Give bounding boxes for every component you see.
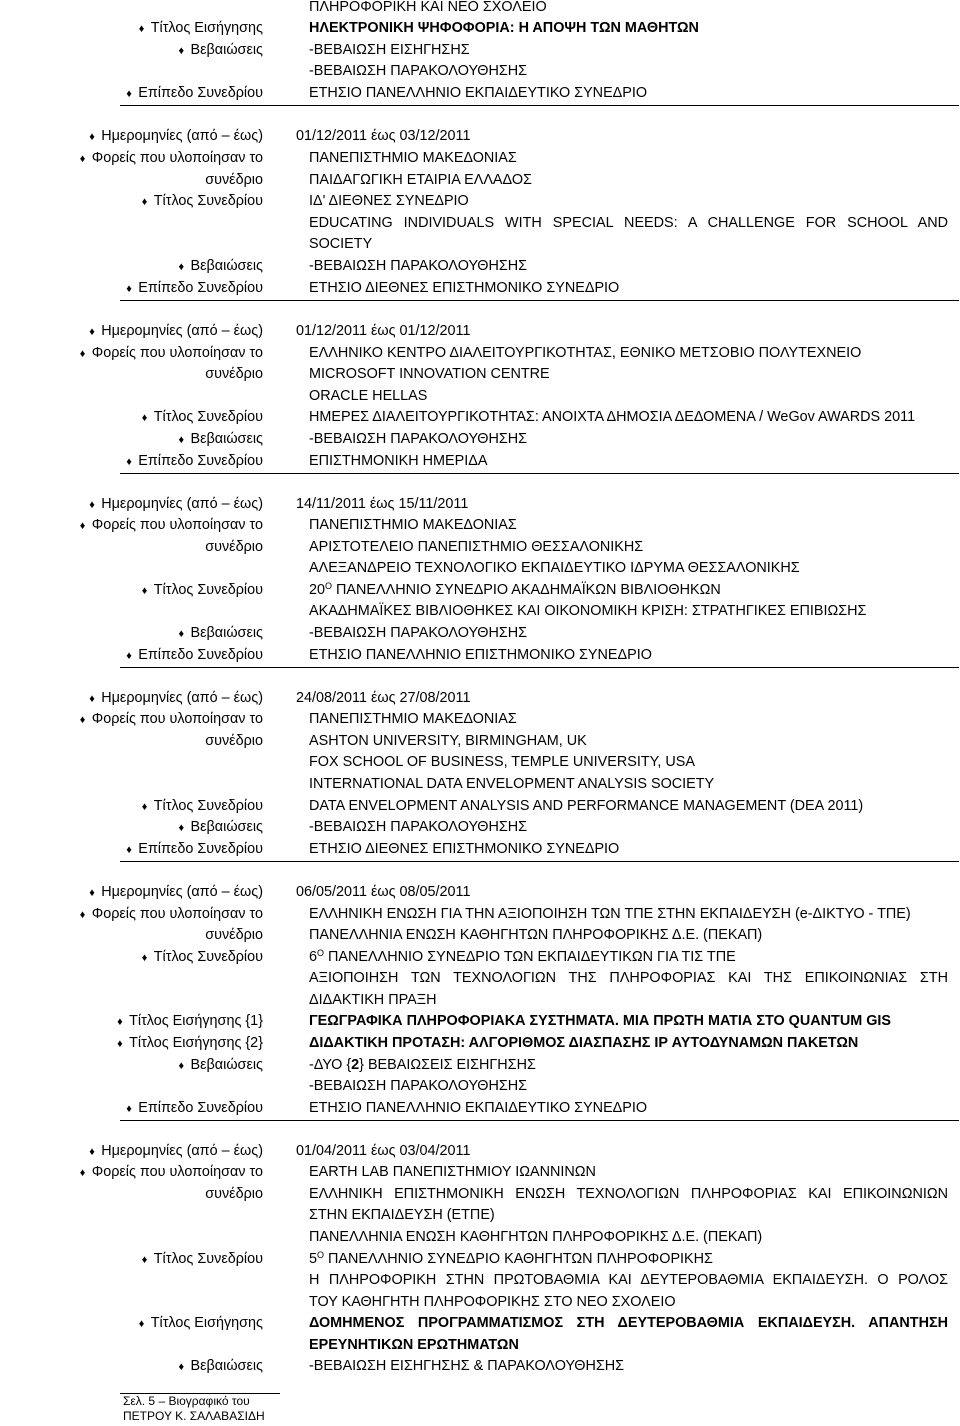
- bullet-icon: ♦: [126, 844, 132, 856]
- bullet-icon: ♦: [126, 456, 132, 468]
- organizers-row-2: συνέδριο ΕΛΛΗΝΙΚΗ ΕΠΙΣΤΗΜΟΝΙΚΗ ΕΝΩΣΗ ΤΕΧΝΟΛΟΓΙΩΝ ΠΛΗΡΟΦΟΡΙΑΣ ΚΑΙ ΕΠΙΚΟΙΝΩΝΙΩΝ: [205, 1186, 948, 1202]
- talk-title-row-1: ♦ Τίτλος Εισήγησης {1} ΓΕΩΓΡΑΦΙΚΑ ΠΛΗΡΟΦΟΡΙΑΚΑ ΣΥΣΤΗΜΑΤΑ. ΜΙΑ ΠΡΩΤΗ ΜΑΤΙΑ ΣΤΟ QUANTUM GIS: [0, 1011, 960, 1033]
- footer-author: ΠΕΤΡΟΥ Κ. ΣΑΛΑΒΑΣΙΔΗ: [123, 1409, 265, 1423]
- bullet-icon: ♦: [79, 714, 86, 726]
- footer-page-number: Σελ. 5 – Βιογραφικό του: [123, 1394, 250, 1408]
- conference-title-row-3: SOCIETY: [309, 236, 373, 252]
- organizers-row-2: συνέδριο ΠΑΙΔΑΓΩΓΙΚΗ ΕΤΑΙΡΙΑ ΕΛΛΑΔΟΣ: [205, 172, 532, 188]
- certs-row: ♦ Βεβαιώσεις -ΒΕΒΑΙΩΣΗ ΠΑΡΑΚΟΛΟΥΘΗΣΗΣ: [0, 817, 960, 839]
- top-level-row: ♦ Επίπεδο Συνεδρίου ΕΤΗΣΙΟ ΠΑΝΕΛΛΗΝΙΟ ΕΚΠΑΙΔΕΥΤΙΚΟ ΣΥΝΕΔΡΙΟ: [0, 83, 960, 105]
- conference-title-row-3: ΔΙΔΑΚΤΙΚΗ ΠΡΑΞΗ: [309, 992, 437, 1008]
- talk-title-row: ♦ Τίτλος Εισήγησης ΔΟΜΗΜΕΝΟΣ ΠΡΟΓΡΑΜΜΑΤΙΣΜΟΣ ΣΤΗ ΔΕΥΤΕΡΟΒΑΘΜΙΑ ΕΚΠΑΙΔΕΥΣΗ. ΑΠΑΝΤΗΣΗ: [0, 1313, 960, 1335]
- conference-title-row-2: Η ΠΛΗΡΟΦΟΡΙΚΗ ΣΤΗΝ ΠΡΩΤΟΒΑΘΜΙΑ ΚΑΙ ΔΕΥΤΕΡΟΒΑΘΜΙΑ ΕΚΠΑΙΔΕΥΣΗ. Ο ΡΟΛΟΣ: [309, 1272, 948, 1288]
- bullet-icon: ♦: [178, 45, 185, 57]
- top-title-row: ♦ Τίτλος Εισήγησης ΗΛΕΚΤΡΟΝΙΚΗ ΨΗΦΟΦΟΡΙΑ: Η ΑΠΟΨΗ ΤΩΝ ΜΑΘΗΤΩΝ: [0, 18, 960, 40]
- organizers-row: ♦ Φορείς που υλοποίησαν το ΕΛΛΗΝΙΚΗ ΕΝΩΣΗ ΓΙΑ ΤΗΝ ΑΞΙΟΠΟΙΗΣΗ ΤΩΝ ΤΠΕ ΣΤΗΝ ΕΚΠΑΙΔΕΥΣΗ (e-ΔΙΚΤΥΟ - ΤΠΕ): [0, 904, 960, 926]
- bullet-icon: ♦: [79, 909, 86, 921]
- organizers-row-3: FOX SCHOOL OF BUSINESS, TEMPLE UNIVERSITY, USA: [309, 754, 695, 770]
- bullet-icon: ♦: [178, 822, 185, 834]
- level-row: ♦ Επίπεδο Συνεδρίου ΕΠΙΣΤΗΜΟΝΙΚΗ ΗΜΕΡΙΔΑ: [0, 451, 960, 473]
- bullet-icon: ♦: [126, 650, 132, 662]
- conference-title-row: ♦ Τίτλος Συνεδρίου $5^O$ ΠΑΝΕΛΛΗΝΙΟ ΣΥΝΕΔΡΙΟ ΚΑΘΗΓΗΤΩΝ ΠΛΗΡΟΦΟΡΙΚΗΣ: [0, 1249, 960, 1271]
- organizers-row-2: συνέδριο MICROSOFT INNOVATION CENTRE: [205, 366, 550, 382]
- bullet-icon: ♦: [141, 801, 148, 813]
- dates-row: ♦ Ημερομηνίες (από – έως) 01/04/2011 έως 03/04/2011: [0, 1141, 960, 1163]
- bullet-icon: ♦: [141, 952, 148, 964]
- top-certs-row-2: -ΒΕΒΑΙΩΣΗ ΠΑΡΑΚΟΛΟΥΘΗΣΗΣ: [309, 63, 528, 79]
- certs-row: ♦ Βεβαιώσεις -ΒΕΒΑΙΩΣΗ ΠΑΡΑΚΟΛΟΥΘΗΣΗΣ: [0, 429, 960, 451]
- conference-title-row-2: EDUCATING INDIVIDUALS WITH SPECIAL NEEDS: A CHALLENGE FOR SCHOOL AND: [309, 215, 948, 231]
- certs-row: ♦ Βεβαιώσεις -ΔΥΟ {2} ΒΕΒΑΙΩΣΕΙΣ ΕΙΣΗΓΗΣΗΣ: [0, 1055, 960, 1077]
- organizers-row-4: INTERNATIONAL DATA ENVELOPMENT ANALYSIS SOCIETY: [309, 776, 715, 792]
- bullet-icon: ♦: [79, 520, 86, 532]
- bullet-icon: ♦: [89, 887, 95, 899]
- dates-row: ♦ Ημερομηνίες (από – έως) 06/05/2011 έως 08/05/2011: [0, 882, 960, 904]
- certs-row: ♦ Βεβαιώσεις -ΒΕΒΑΙΩΣΗ ΠΑΡΑΚΟΛΟΥΘΗΣΗΣ: [0, 623, 960, 645]
- certs-row: ♦ Βεβαιώσεις -ΒΕΒΑΙΩΣΗ ΕΙΣΗΓΗΣΗΣ & ΠΑΡΑΚΟΛΟΥΘΗΣΗΣ: [0, 1356, 960, 1378]
- bullet-icon: ♦: [89, 131, 95, 143]
- level-row: ♦ Επίπεδο Συνεδρίου ΕΤΗΣΙΟ ΔΙΕΘΝΕΣ ΕΠΙΣΤΗΜΟΝΙΚΟ ΣΥΝΕΔΡΙΟ: [0, 839, 960, 861]
- bullet-icon: ♦: [141, 412, 148, 424]
- divider: [120, 473, 959, 474]
- bullet-icon: ♦: [178, 261, 185, 273]
- bullet-icon: ♦: [79, 153, 86, 165]
- dates-row: ♦ Ημερομηνίες (από – έως) 14/11/2011 έως 15/11/2011: [0, 494, 960, 516]
- top-line-1: ΠΛΗΡΟΦΟΡΙΚΗ ΚΑΙ ΝΕΟ ΣΧΟΛΕΙΟ: [309, 0, 547, 15]
- conference-title-row-3: ΤΟΥ ΚΑΘΗΓΗΤΗ ΠΛΗΡΟΦΟΡΙΚΗΣ ΣΤΟ ΝΕΟ ΣΧΟΛΕΙΟ: [309, 1294, 676, 1310]
- organizers-row-4: ΠΑΝΕΛΛΗΝΙΑ ΕΝΩΣΗ ΚΑΘΗΓΗΤΩΝ ΠΛΗΡΟΦΟΡΙΚΗΣ Δ.Ε. (ΠΕΚΑΠ): [309, 1229, 763, 1245]
- bullet-icon: ♦: [117, 1016, 123, 1028]
- bullet-icon: ♦: [117, 1038, 123, 1050]
- dates-row: ♦ Ημερομηνίες (από – έως) 01/12/2011 έως 03/12/2011: [0, 126, 960, 148]
- organizers-row-3: ΣΤΗΝ ΕΚΠΑΙΔΕΥΣΗ (ΕΤΠΕ): [309, 1207, 495, 1223]
- bullet-icon: ♦: [79, 1167, 86, 1179]
- conference-title-row: ♦ Τίτλος Συνεδρίου $6^O$ ΠΑΝΕΛΛΗΝΙΟ ΣΥΝΕΔΡΙΟ ΤΩΝ ΕΚΠΑΙΔΕΥΤΙΚΩΝ ΓΙΑ ΤΙΣ ΤΠΕ: [0, 947, 960, 969]
- certs-row: ♦ Βεβαιώσεις -ΒΕΒΑΙΩΣΗ ΠΑΡΑΚΟΛΟΥΘΗΣΗΣ: [0, 256, 960, 278]
- bullet-icon: ♦: [138, 23, 145, 35]
- bullet-icon: ♦: [126, 88, 132, 100]
- divider: [120, 861, 959, 862]
- organizers-row: ♦ Φορείς που υλοποίησαν το EARTH LAB ΠΑΝΕΠΙΣΤΗΜΙΟΥ ΙΩΑΝΝΙΝΩΝ: [0, 1162, 960, 1184]
- talk-title-row-2: ΕΡΕΥΝΗΤΙΚΩΝ ΕΡΩΤΗΜΑΤΩΝ: [309, 1337, 519, 1353]
- bullet-icon: ♦: [141, 1254, 148, 1266]
- conference-title-row: ♦ Τίτλος Συνεδρίου ΗΜΕΡΕΣ ΔΙΑΛΕΙΤΟΥΡΓΙΚΟΤΗΤΑΣ: ΑΝΟΙΧΤΑ ΔΗΜΟΣΙΑ ΔΕΔΟΜΕΝΑ / WeGov AWARDS 2011: [0, 407, 960, 429]
- organizers-row: ♦ Φορείς που υλοποίησαν το ΠΑΝΕΠΙΣΤΗΜΙΟ ΜΑΚΕΔΟΝΙΑΣ: [0, 148, 960, 170]
- dates-row: ♦ Ημερομηνίες (από – έως) 01/12/2011 έως 01/12/2011: [0, 321, 960, 343]
- bullet-icon: ♦: [126, 1103, 132, 1115]
- bullet-icon: ♦: [178, 628, 185, 640]
- organizers-row: ♦ Φορείς που υλοποίησαν το ΕΛΛΗΝΙΚΟ ΚΕΝΤΡΟ ΔΙΑΛΕΙΤΟΥΡΓΙΚΟΤΗΤΑΣ, ΕΘΝΙΚΟ ΜΕΤΣΟΒΙΟ ΠΟΛΥΤΕΧΝΕΙΟ: [0, 343, 960, 365]
- organizers-row-2: συνέδριο ΑΡΙΣΤΟΤΕΛΕΙΟ ΠΑΝΕΠΙΣΤΗΜΙΟ ΘΕΣΣΑΛΟΝΙΚΗΣ: [205, 539, 644, 555]
- page-footer: [123, 1394, 265, 1424]
- divider: [120, 667, 959, 668]
- bullet-icon: ♦: [79, 348, 86, 360]
- bullet-icon: ♦: [178, 1361, 185, 1373]
- dates-row: ♦ Ημερομηνίες (από – έως) 24/08/2011 έως 27/08/2011: [0, 688, 960, 710]
- organizers-row-3: ORACLE HELLAS: [309, 388, 428, 404]
- bullet-icon: ♦: [89, 693, 95, 705]
- divider: [120, 1120, 959, 1121]
- bullet-icon: ♦: [138, 1318, 145, 1330]
- organizers-row: ♦ Φορείς που υλοποίησαν το ΠΑΝΕΠΙΣΤΗΜΙΟ ΜΑΚΕΔΟΝΙΑΣ: [0, 709, 960, 731]
- conference-title-row: ♦ Τίτλος Συνεδρίου DATA ENVELOPMENT ANALYSIS AND PERFORMANCE MANAGEMENT (DEA 2011): [0, 796, 960, 818]
- level-row: ♦ Επίπεδο Συνεδρίου ΕΤΗΣΙΟ ΠΑΝΕΛΛΗΝΙΟ ΕΠΙΣΤΗΜΟΝΙΚΟ ΣΥΝΕΔΡΙΟ: [0, 645, 960, 667]
- bullet-icon: ♦: [141, 196, 148, 208]
- conference-title-row: ♦ Τίτλος Συνεδρίου ΙΔ' ΔΙΕΘΝΕΣ ΣΥΝΕΔΡΙΟ: [0, 191, 960, 213]
- level-row: ♦ Επίπεδο Συνεδρίου ΕΤΗΣΙΟ ΠΑΝΕΛΛΗΝΙΟ ΕΚΠΑΙΔΕΥΤΙΚΟ ΣΥΝΕΔΡΙΟ: [0, 1098, 960, 1120]
- talk-title-row-2: ♦ Τίτλος Εισήγησης {2} ΔΙΔΑΚΤΙΚΗ ΠΡΟΤΑΣΗ: ΑΛΓΟΡΙΘΜΟΣ ΔΙΑΣΠΑΣΗΣ IP ΑΥΤΟΔΥΝΑΜΩΝ ΠΑΚΕΤΩΝ: [0, 1033, 960, 1055]
- bullet-icon: ♦: [126, 283, 132, 295]
- organizers-row: ♦ Φορείς που υλοποίησαν το ΠΑΝΕΠΙΣΤΗΜΙΟ ΜΑΚΕΔΟΝΙΑΣ: [0, 515, 960, 537]
- bullet-icon: ♦: [89, 326, 95, 338]
- bullet-icon: ♦: [178, 1060, 185, 1072]
- bullet-icon: ♦: [178, 434, 185, 446]
- organizers-row-3: ΑΛΕΞΑΝΔΡΕΙΟ ΤΕΧΝΟΛΟΓΙΚΟ ΕΚΠΑΙΔΕΥΤΙΚΟ ΙΔΡΥΜΑ ΘΕΣΣΑΛΟΝΙΚΗΣ: [309, 560, 800, 576]
- divider: [120, 300, 959, 301]
- bullet-icon: ♦: [89, 499, 95, 511]
- organizers-row-2: συνέδριο ASHTON UNIVERSITY, BIRMINGHAM, UK: [205, 733, 587, 749]
- conference-title-row-2: ΑΚΑΔΗΜΑΪΚΕΣ ΒΙΒΛΙΟΘΗΚΕΣ ΚΑΙ ΟΙΚΟΝΟΜΙΚΗ ΚΡΙΣΗ: ΣΤΡΑΤΗΓΙΚΕΣ ΕΠΙΒΙΩΣΗΣ: [309, 603, 867, 619]
- conference-title-row-2: ΑΞΙΟΠΟΙΗΣΗ ΤΩΝ ΤΕΧΝΟΛΟΓΙΩΝ ΤΗΣ ΠΛΗΡΟΦΟΡΙΑΣ ΚΑΙ ΤΗΣ ΕΠΙΚΟΙΝΩΝΙΑΣ ΣΤΗ: [309, 970, 948, 986]
- certs-row-2: -ΒΕΒΑΙΩΣΗ ΠΑΡΑΚΟΛΟΥΘΗΣΗΣ: [309, 1078, 528, 1094]
- bullet-icon: ♦: [89, 1146, 95, 1158]
- divider: [120, 105, 959, 106]
- level-row: ♦ Επίπεδο Συνεδρίου ΕΤΗΣΙΟ ΔΙΕΘΝΕΣ ΕΠΙΣΤΗΜΟΝΙΚΟ ΣΥΝΕΔΡΙΟ: [0, 278, 960, 300]
- bullet-icon: ♦: [141, 585, 148, 597]
- conference-title-row: ♦ Τίτλος Συνεδρίου $20^O$ ΠΑΝΕΛΛΗΝΙΟ ΣΥΝΕΔΡΙΟ ΑΚΑΔΗΜΑΪΚΩΝ ΒΙΒΛΙΟΘΗΚΩΝ: [0, 580, 960, 602]
- organizers-row-2: συνέδριο ΠΑΝΕΛΛΗΝΙΑ ΕΝΩΣΗ ΚΑΘΗΓΗΤΩΝ ΠΛΗΡΟΦΟΡΙΚΗΣ Δ.Ε. (ΠΕΚΑΠ): [205, 927, 763, 943]
- top-certs-row: ♦ Βεβαιώσεις -ΒΕΒΑΙΩΣΗ ΕΙΣΗΓΗΣΗΣ: [0, 40, 960, 62]
